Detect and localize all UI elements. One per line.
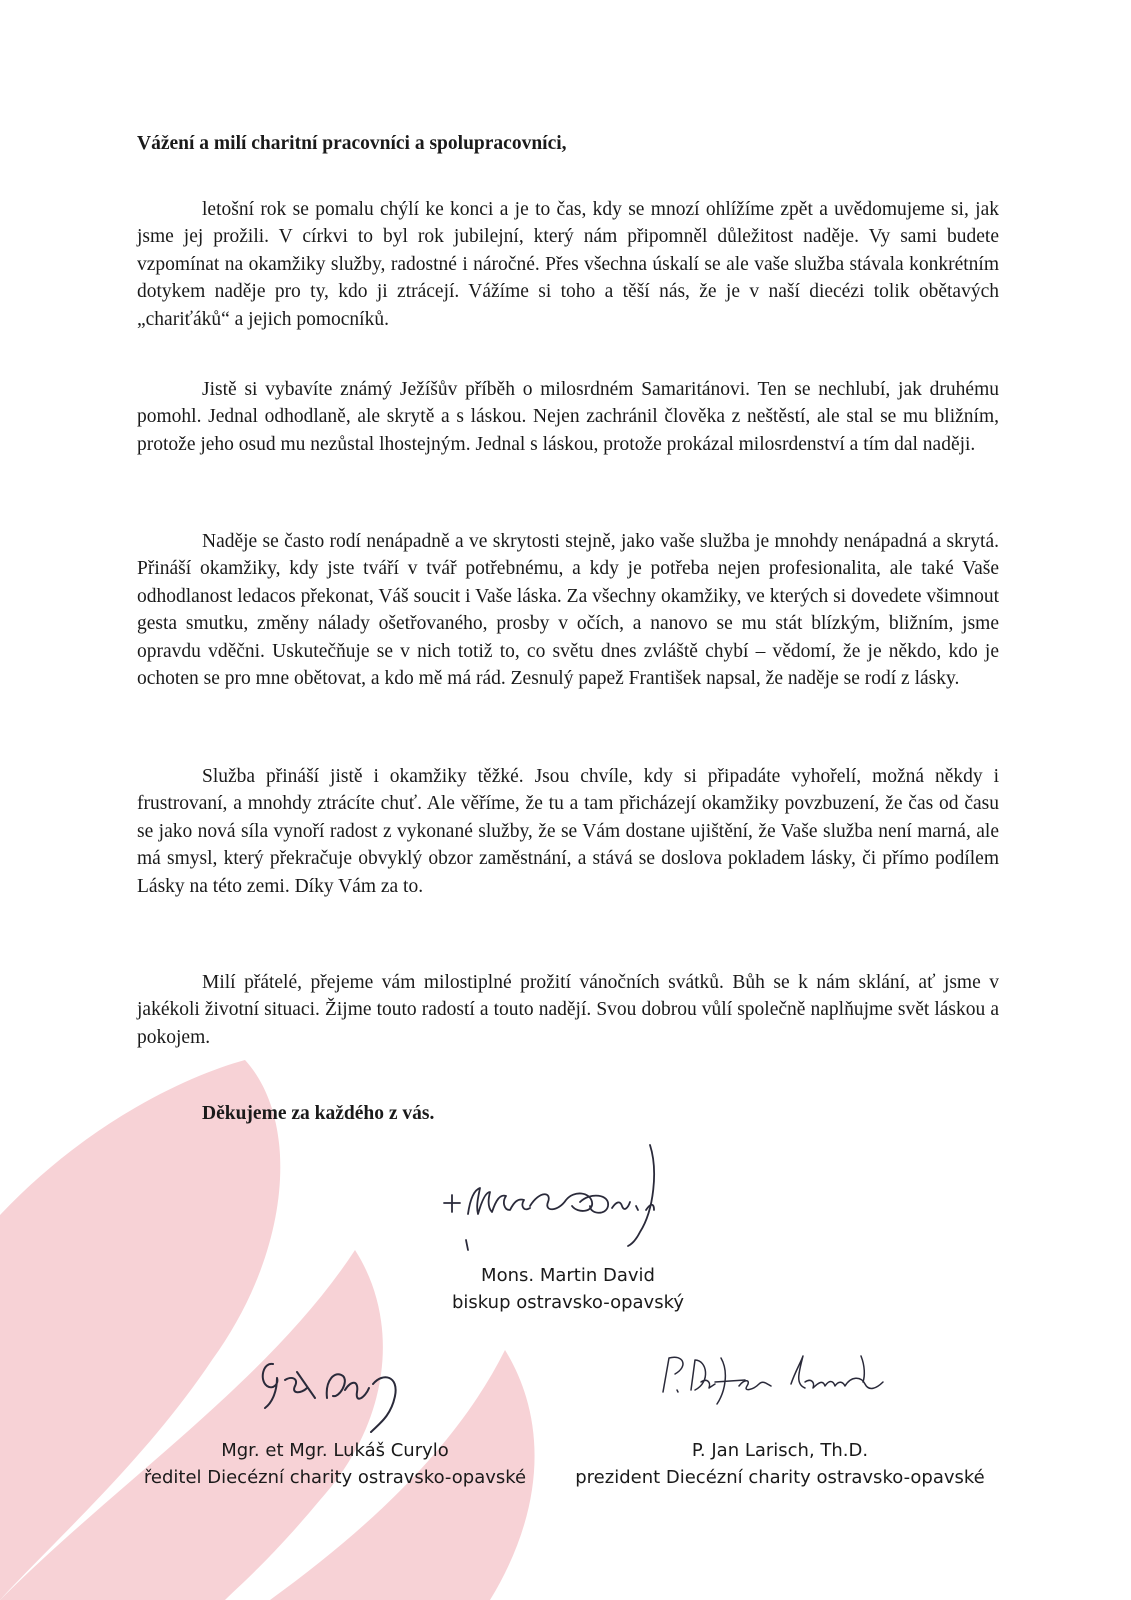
closing-line: Děkujeme za každého z vás. xyxy=(202,1103,435,1124)
signature-larisch-image xyxy=(655,1352,885,1412)
signatory-curylo xyxy=(120,1437,550,1491)
signatory-name: Mgr. et Mgr. Lukáš Curylo xyxy=(221,1440,449,1461)
signatory-name: Mons. Martin David xyxy=(481,1265,655,1286)
signatory-title: prezident Diecézní charity ostravsko-opavské xyxy=(575,1467,985,1488)
salutation: Vážení a milí charitní pracovníci a spolupracovníci, xyxy=(137,133,567,154)
paragraph-3: Naděje se často rodí nenápadně a ve skrytosti stejně, jako vaše služba je mnohdy nenápadná a skrytá. Přináší okamžiky, kdy jste tváří v tvář potřebnému, a kdy je potřeba nejen profesionalita, ale také Vaše odhodlanost ledacos překonat, Váš soucit i Vaše láska. Za všechny okamžiky, ve kterých si dovedete všimnout gesta smutku, změny nálady ošetřovaného, prosby v očích, a nanovo se mu stát blízkým, bližním, jsme opravdu vděčni. Uskutečňuje se v nich totiž to, co světu dnes zvláště chybí – vědomí, že je někdo, kdo je ochoten se pro mne obětovat, a kdo mě má rád. Zesnulý papež František napsal, že naděje se rodí z lásky. xyxy=(137,531,999,690)
signature-bishop-image xyxy=(440,1140,680,1280)
signatory-title: biskup ostravsko-opavský xyxy=(451,1292,685,1313)
paragraph-1: letošní rok se pomalu chýlí ke konci a je to čas, kdy se mnozí ohlížíme zpět a uvědomujeme si, jak jsme jej prožili. V církvi to byl rok jubilejní, který nám připomněl důležitost naděje. Vy sami budete vzpomínat na okamžiky služby, radostné i náročné. Přes všechna úskalí se ale vaše služba stávala konkrétním dotykem naděje pro ty, kdo ji ztrácejí. Vážíme si toho a těší nás, že je v naší diecézi tolik obětavých „chariťáků“ a jejich pomocníků. xyxy=(137,199,999,330)
signature-curylo-image xyxy=(255,1350,415,1440)
paragraph-2: Jistě si vybavíte známý Ježíšův příběh o milosrdném Samaritánovi. Ten se nechlubí, jak druhému pomohl. Jednal odhodlaně, ale skrytě a s láskou. Nejen zachránil člověka z neštěstí, ale stal se mu bližním, protože jeho osud mu nezůstal lhostejným. Jednal s láskou, protože prokázal milosrdenství a tím dal naději. xyxy=(137,379,999,455)
signatory-title: ředitel Diecézní charity ostravsko-opavské xyxy=(143,1467,527,1488)
signatory-name: P. Jan Larisch, Th.D. xyxy=(691,1440,869,1461)
signatory-larisch xyxy=(560,1437,1000,1491)
paragraph-4: Služba přináší jistě i okamžiky těžké. Jsou chvíle, kdy si připadáte vyhořelí, možná někdy i frustrovaní, a mnohdy ztrácíte chuť. Ale věříme, že tu a tam přicházejí okamžiky povzbuzení, že čas od času se jako nová síla vynoří radost z vykonané služby, že se Vám dostane ujištění, že Vaše služba není marná, ale má smysl, který překračuje obvyklý obzor zaměstnání, a stává se doslova pokladem lásky, či přímo podílem Lásky na této zemi. Díky Vám za to. xyxy=(137,766,999,897)
paragraph-5: Milí přátelé, přejeme vám milostiplné prožití vánočních svátků. Bůh se k nám sklání, ať jsme v jakékoli životní situaci. Žijme touto radostí a touto nadějí. Svou dobrou vůlí společně naplňujme svět láskou a pokojem. xyxy=(137,972,999,1048)
signatory-bishop xyxy=(418,1262,718,1316)
